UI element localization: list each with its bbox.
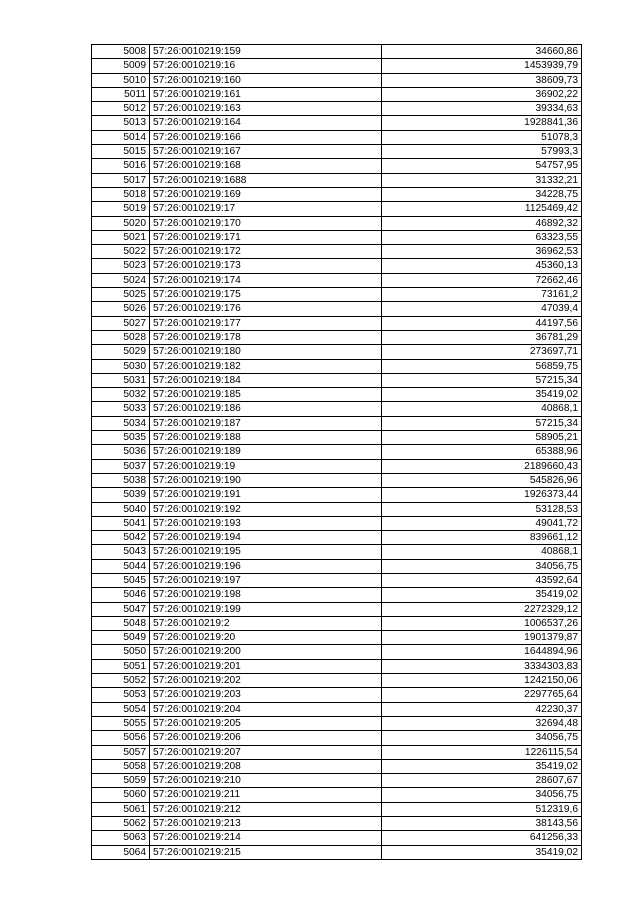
table-row bbox=[92, 416, 582, 430]
value-cell: 51078,3 bbox=[382, 130, 582, 144]
table-row bbox=[92, 73, 582, 87]
table-row bbox=[92, 330, 582, 344]
row-number-cell: 5015 bbox=[92, 145, 150, 159]
row-number-cell: 5052 bbox=[92, 674, 150, 688]
table-row bbox=[92, 302, 582, 316]
row-number-cell: 5012 bbox=[92, 102, 150, 116]
value-cell: 1125469,42 bbox=[382, 202, 582, 216]
cadastral-number-cell: 57:26:0010219:210 bbox=[150, 774, 382, 788]
row-number-cell: 5032 bbox=[92, 388, 150, 402]
cadastral-number-cell: 57:26:0010219:164 bbox=[150, 116, 382, 130]
table-row bbox=[92, 516, 582, 530]
row-number-cell: 5040 bbox=[92, 502, 150, 516]
value-cell: 545826,96 bbox=[382, 473, 582, 487]
table-row bbox=[92, 388, 582, 402]
row-number-cell: 5044 bbox=[92, 559, 150, 573]
table-row bbox=[92, 288, 582, 302]
value-cell: 512319,6 bbox=[382, 802, 582, 816]
value-cell: 38143,56 bbox=[382, 817, 582, 831]
value-cell: 46892,32 bbox=[382, 216, 582, 230]
table-row bbox=[92, 745, 582, 759]
cadastral-number-cell: 57:26:0010219:160 bbox=[150, 73, 382, 87]
cadastral-number-cell: 57:26:0010219:193 bbox=[150, 516, 382, 530]
table-row bbox=[92, 359, 582, 373]
cadastral-number-cell: 57:26:0010219:175 bbox=[150, 288, 382, 302]
value-cell: 28607,67 bbox=[382, 774, 582, 788]
row-number-cell: 5031 bbox=[92, 373, 150, 387]
value-cell: 36781,29 bbox=[382, 330, 582, 344]
value-cell: 57215,34 bbox=[382, 416, 582, 430]
cadastral-number-cell: 57:26:0010219:197 bbox=[150, 573, 382, 587]
value-cell: 2189660,43 bbox=[382, 459, 582, 473]
value-cell: 35419,02 bbox=[382, 388, 582, 402]
cadastral-number-cell: 57:26:0010219:188 bbox=[150, 431, 382, 445]
cadastral-number-cell: 57:26:0010219:1688 bbox=[150, 173, 382, 187]
value-cell: 2272329,12 bbox=[382, 602, 582, 616]
cadastral-number-cell: 57:26:0010219:168 bbox=[150, 159, 382, 173]
row-number-cell: 5063 bbox=[92, 831, 150, 845]
cadastral-number-cell: 57:26:0010219:17 bbox=[150, 202, 382, 216]
table-row bbox=[92, 616, 582, 630]
cadastral-number-cell: 57:26:0010219:205 bbox=[150, 716, 382, 730]
row-number-cell: 5055 bbox=[92, 716, 150, 730]
row-number-cell: 5054 bbox=[92, 702, 150, 716]
table-row bbox=[92, 731, 582, 745]
value-cell: 73161,2 bbox=[382, 288, 582, 302]
value-cell: 1928841,36 bbox=[382, 116, 582, 130]
table-row bbox=[92, 87, 582, 101]
table-row bbox=[92, 316, 582, 330]
table-row bbox=[92, 545, 582, 559]
value-cell: 34056,75 bbox=[382, 731, 582, 745]
cadastral-number-cell: 57:26:0010219:174 bbox=[150, 273, 382, 287]
row-number-cell: 5008 bbox=[92, 45, 150, 59]
cadastral-number-cell: 57:26:0010219:176 bbox=[150, 302, 382, 316]
table-row bbox=[92, 431, 582, 445]
row-number-cell: 5046 bbox=[92, 588, 150, 602]
row-number-cell: 5060 bbox=[92, 788, 150, 802]
row-number-cell: 5016 bbox=[92, 159, 150, 173]
row-number-cell: 5042 bbox=[92, 531, 150, 545]
value-cell: 1242150,06 bbox=[382, 674, 582, 688]
row-number-cell: 5050 bbox=[92, 645, 150, 659]
table-row bbox=[92, 688, 582, 702]
table-row bbox=[92, 145, 582, 159]
table-row bbox=[92, 602, 582, 616]
cadastral-number-cell: 57:26:0010219:199 bbox=[150, 602, 382, 616]
table-row bbox=[92, 459, 582, 473]
table-row bbox=[92, 245, 582, 259]
cadastral-number-cell: 57:26:0010219:173 bbox=[150, 259, 382, 273]
cadastral-number-cell: 57:26:0010219:186 bbox=[150, 402, 382, 416]
row-number-cell: 5027 bbox=[92, 316, 150, 330]
row-number-cell: 5053 bbox=[92, 688, 150, 702]
row-number-cell: 5014 bbox=[92, 130, 150, 144]
cadastral-number-cell: 57:26:0010219:170 bbox=[150, 216, 382, 230]
row-number-cell: 5058 bbox=[92, 759, 150, 773]
value-cell: 34056,75 bbox=[382, 788, 582, 802]
table-row bbox=[92, 116, 582, 130]
value-cell: 34660,86 bbox=[382, 45, 582, 59]
table-row bbox=[92, 674, 582, 688]
row-number-cell: 5026 bbox=[92, 302, 150, 316]
cadastral-number-cell: 57:26:0010219:203 bbox=[150, 688, 382, 702]
cadastral-number-cell: 57:26:0010219:169 bbox=[150, 187, 382, 201]
cadastral-number-cell: 57:26:0010219:212 bbox=[150, 802, 382, 816]
row-number-cell: 5018 bbox=[92, 187, 150, 201]
row-number-cell: 5011 bbox=[92, 87, 150, 101]
row-number-cell: 5030 bbox=[92, 359, 150, 373]
cadastral-number-cell: 57:26:0010219:194 bbox=[150, 531, 382, 545]
row-number-cell: 5056 bbox=[92, 731, 150, 745]
table-row bbox=[92, 273, 582, 287]
value-cell: 641256,33 bbox=[382, 831, 582, 845]
cadastral-number-cell: 57:26:0010219:204 bbox=[150, 702, 382, 716]
cadastral-number-cell: 57:26:0010219:207 bbox=[150, 745, 382, 759]
row-number-cell: 5041 bbox=[92, 516, 150, 530]
row-number-cell: 5028 bbox=[92, 330, 150, 344]
value-cell: 839661,12 bbox=[382, 531, 582, 545]
value-cell: 31332,21 bbox=[382, 173, 582, 187]
value-cell: 36902,22 bbox=[382, 87, 582, 101]
table-row bbox=[92, 59, 582, 73]
table-row bbox=[92, 659, 582, 673]
row-number-cell: 5057 bbox=[92, 745, 150, 759]
cadastral-number-cell: 57:26:0010219:198 bbox=[150, 588, 382, 602]
table-row bbox=[92, 345, 582, 359]
cadastral-number-cell: 57:26:0010219:213 bbox=[150, 817, 382, 831]
table-row bbox=[92, 702, 582, 716]
value-cell: 1453939,79 bbox=[382, 59, 582, 73]
row-number-cell: 5021 bbox=[92, 230, 150, 244]
value-cell: 54757,95 bbox=[382, 159, 582, 173]
cadastral-number-cell: 57:26:0010219:214 bbox=[150, 831, 382, 845]
cadastral-number-cell: 57:26:0010219:172 bbox=[150, 245, 382, 259]
value-cell: 57215,34 bbox=[382, 373, 582, 387]
cadastral-number-cell: 57:26:0010219:202 bbox=[150, 674, 382, 688]
value-cell: 45360,13 bbox=[382, 259, 582, 273]
table-row bbox=[92, 216, 582, 230]
row-number-cell: 5013 bbox=[92, 116, 150, 130]
table-row bbox=[92, 102, 582, 116]
value-cell: 47039,4 bbox=[382, 302, 582, 316]
value-cell: 44197,56 bbox=[382, 316, 582, 330]
value-cell: 35419,02 bbox=[382, 845, 582, 859]
cadastral-number-cell: 57:26:0010219:177 bbox=[150, 316, 382, 330]
cadastral-number-cell: 57:26:0010219:211 bbox=[150, 788, 382, 802]
row-number-cell: 5037 bbox=[92, 459, 150, 473]
cadastral-number-cell: 57:26:0010219:166 bbox=[150, 130, 382, 144]
value-cell: 39334,63 bbox=[382, 102, 582, 116]
row-number-cell: 5059 bbox=[92, 774, 150, 788]
cadastral-number-cell: 57:26:0010219:163 bbox=[150, 102, 382, 116]
row-number-cell: 5017 bbox=[92, 173, 150, 187]
cadastral-number-cell: 57:26:0010219:159 bbox=[150, 45, 382, 59]
value-cell: 38609,73 bbox=[382, 73, 582, 87]
table-row bbox=[92, 473, 582, 487]
value-cell: 49041,72 bbox=[382, 516, 582, 530]
value-cell: 42230,37 bbox=[382, 702, 582, 716]
value-cell: 53128,53 bbox=[382, 502, 582, 516]
row-number-cell: 5062 bbox=[92, 817, 150, 831]
cadastral-number-cell: 57:26:0010219:178 bbox=[150, 330, 382, 344]
value-cell: 72662,46 bbox=[382, 273, 582, 287]
row-number-cell: 5019 bbox=[92, 202, 150, 216]
cadastral-number-cell: 57:26:0010219:215 bbox=[150, 845, 382, 859]
value-cell: 1644894,96 bbox=[382, 645, 582, 659]
value-cell: 1901379,87 bbox=[382, 631, 582, 645]
value-cell: 1226115,54 bbox=[382, 745, 582, 759]
value-cell: 32694,48 bbox=[382, 716, 582, 730]
table-row bbox=[92, 716, 582, 730]
row-number-cell: 5029 bbox=[92, 345, 150, 359]
row-number-cell: 5009 bbox=[92, 59, 150, 73]
row-number-cell: 5023 bbox=[92, 259, 150, 273]
table-row bbox=[92, 774, 582, 788]
cadastral-number-cell: 57:26:0010219:182 bbox=[150, 359, 382, 373]
table-row bbox=[92, 531, 582, 545]
row-number-cell: 5047 bbox=[92, 602, 150, 616]
row-number-cell: 5051 bbox=[92, 659, 150, 673]
table-row bbox=[92, 573, 582, 587]
value-cell: 36962,53 bbox=[382, 245, 582, 259]
cadastral-number-cell: 57:26:0010219:20 bbox=[150, 631, 382, 645]
table-row bbox=[92, 831, 582, 845]
row-number-cell: 5010 bbox=[92, 73, 150, 87]
cadastral-number-cell: 57:26:0010219:19 bbox=[150, 459, 382, 473]
cadastral-number-cell: 57:26:0010219:208 bbox=[150, 759, 382, 773]
row-number-cell: 5035 bbox=[92, 431, 150, 445]
value-cell: 34228,75 bbox=[382, 187, 582, 201]
table-row bbox=[92, 187, 582, 201]
table-row bbox=[92, 645, 582, 659]
data-table bbox=[91, 44, 582, 860]
value-cell: 40868,1 bbox=[382, 545, 582, 559]
value-cell: 40868,1 bbox=[382, 402, 582, 416]
table-row bbox=[92, 588, 582, 602]
value-cell: 34056,75 bbox=[382, 559, 582, 573]
cadastral-number-cell: 57:26:0010219:192 bbox=[150, 502, 382, 516]
value-cell: 57993,3 bbox=[382, 145, 582, 159]
row-number-cell: 5022 bbox=[92, 245, 150, 259]
table-row bbox=[92, 202, 582, 216]
cadastral-number-cell: 57:26:0010219:206 bbox=[150, 731, 382, 745]
cadastral-number-cell: 57:26:0010219:189 bbox=[150, 445, 382, 459]
table-body bbox=[92, 45, 582, 860]
value-cell: 1926373,44 bbox=[382, 488, 582, 502]
table-row bbox=[92, 259, 582, 273]
cadastral-number-cell: 57:26:0010219:187 bbox=[150, 416, 382, 430]
cadastral-number-cell: 57:26:0010219:185 bbox=[150, 388, 382, 402]
table-row bbox=[92, 631, 582, 645]
cadastral-number-cell: 57:26:0010219:200 bbox=[150, 645, 382, 659]
table-row bbox=[92, 159, 582, 173]
row-number-cell: 5033 bbox=[92, 402, 150, 416]
row-number-cell: 5048 bbox=[92, 616, 150, 630]
table-row bbox=[92, 130, 582, 144]
cadastral-number-cell: 57:26:0010219:191 bbox=[150, 488, 382, 502]
table-row bbox=[92, 559, 582, 573]
table-row bbox=[92, 788, 582, 802]
cadastral-number-cell: 57:26:0010219:184 bbox=[150, 373, 382, 387]
cadastral-number-cell: 57:26:0010219:180 bbox=[150, 345, 382, 359]
value-cell: 43592,64 bbox=[382, 573, 582, 587]
table-row bbox=[92, 845, 582, 859]
cadastral-number-cell: 57:26:0010219:171 bbox=[150, 230, 382, 244]
table-row bbox=[92, 45, 582, 59]
cadastral-number-cell: 57:26:0010219:16 bbox=[150, 59, 382, 73]
value-cell: 1006537,26 bbox=[382, 616, 582, 630]
value-cell: 56859,75 bbox=[382, 359, 582, 373]
row-number-cell: 5049 bbox=[92, 631, 150, 645]
value-cell: 58905,21 bbox=[382, 431, 582, 445]
cadastral-number-cell: 57:26:0010219:195 bbox=[150, 545, 382, 559]
row-number-cell: 5064 bbox=[92, 845, 150, 859]
value-cell: 3334303,83 bbox=[382, 659, 582, 673]
cadastral-number-cell: 57:26:0010219:2 bbox=[150, 616, 382, 630]
cadastral-number-cell: 57:26:0010219:161 bbox=[150, 87, 382, 101]
cadastral-number-cell: 57:26:0010219:190 bbox=[150, 473, 382, 487]
table-row bbox=[92, 817, 582, 831]
value-cell: 35419,02 bbox=[382, 759, 582, 773]
table-row bbox=[92, 488, 582, 502]
cadastral-number-cell: 57:26:0010219:167 bbox=[150, 145, 382, 159]
row-number-cell: 5025 bbox=[92, 288, 150, 302]
table-row bbox=[92, 445, 582, 459]
row-number-cell: 5038 bbox=[92, 473, 150, 487]
row-number-cell: 5043 bbox=[92, 545, 150, 559]
table-row bbox=[92, 759, 582, 773]
row-number-cell: 5061 bbox=[92, 802, 150, 816]
value-cell: 273697,71 bbox=[382, 345, 582, 359]
table-row bbox=[92, 230, 582, 244]
cadastral-number-cell: 57:26:0010219:196 bbox=[150, 559, 382, 573]
row-number-cell: 5036 bbox=[92, 445, 150, 459]
row-number-cell: 5020 bbox=[92, 216, 150, 230]
cadastral-number-cell: 57:26:0010219:201 bbox=[150, 659, 382, 673]
value-cell: 63323,55 bbox=[382, 230, 582, 244]
table-row bbox=[92, 502, 582, 516]
table-row bbox=[92, 802, 582, 816]
row-number-cell: 5045 bbox=[92, 573, 150, 587]
table-row bbox=[92, 173, 582, 187]
row-number-cell: 5024 bbox=[92, 273, 150, 287]
row-number-cell: 5034 bbox=[92, 416, 150, 430]
row-number-cell: 5039 bbox=[92, 488, 150, 502]
value-cell: 2297765,64 bbox=[382, 688, 582, 702]
value-cell: 65388,96 bbox=[382, 445, 582, 459]
table-row bbox=[92, 402, 582, 416]
table-row bbox=[92, 373, 582, 387]
value-cell: 35419,02 bbox=[382, 588, 582, 602]
